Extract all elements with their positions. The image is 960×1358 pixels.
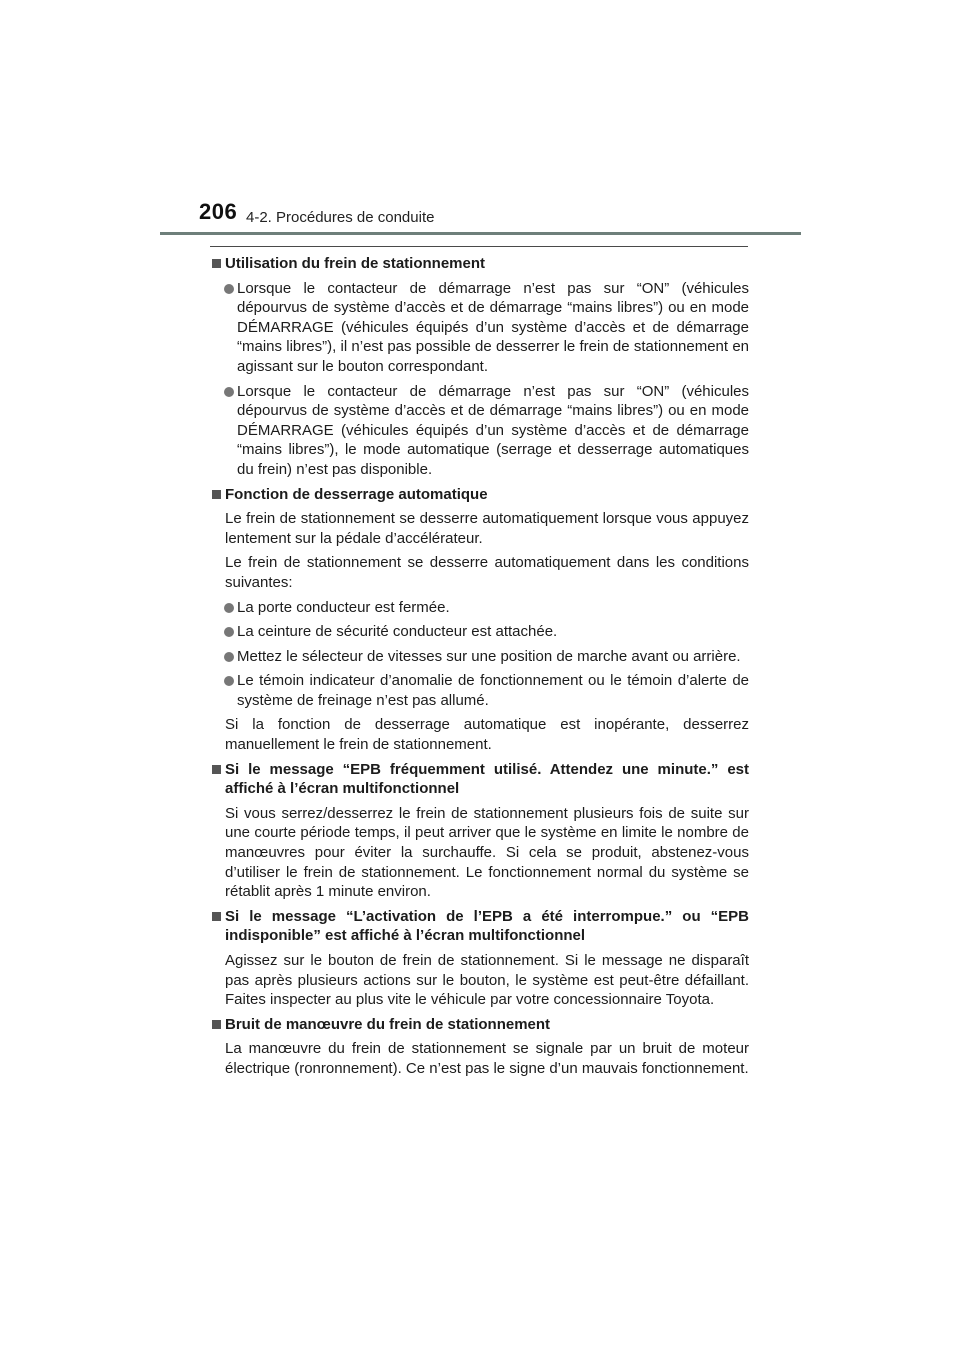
circle-bullet-icon: [224, 387, 234, 397]
circle-bullet-icon: [224, 603, 234, 613]
list-item-text: Lorsque le contacteur de démarrage n’est pas sur “ON” (véhicules dépourvus de système d’accès et de démarrage “mains libres”) ou en mode DÉMARRAGE (véhicules équipés d’un système d’accès et de démarrage “mains libres”), il n’est pas possible de desserrer le frein de stationnement en agissant sur le bouton correspondant.: [237, 279, 749, 375]
circle-bullet-icon: [224, 652, 234, 662]
list-item-text: Lorsque le contacteur de démarrage n’est pas sur “ON” (véhicules dépourvus de système d’accès et de démarrage “mains libres”) ou en mode DÉMARRAGE (véhicules équipés d’un système d’accès et de démarrage “mains libres”), le mode automatique (serrage et desserrage automatiques du frein) n’est pas disponible.: [237, 382, 749, 478]
paragraph: Agissez sur le bouton de frein de stationnement. Si le message ne disparaît pas après plusieurs actions sur le bouton, le système est peut-être défaillant. Faites inspecter au plus vite le véhicule par votre concessionnaire Toyota.: [225, 952, 749, 1009]
list-item: [211, 598, 749, 618]
content-top-rule: [210, 246, 748, 247]
square-bullet-icon: [212, 912, 221, 921]
list-item-text: La porte conducteur est fermée.: [237, 598, 450, 616]
heading-text: Utilisation du frein de stationnement: [225, 255, 486, 272]
circle-bullet-icon: [224, 627, 234, 637]
list-item: [211, 622, 749, 642]
square-bullet-icon: [212, 259, 221, 268]
heading-text: Fonction de desserrage automatique: [225, 485, 488, 503]
heading-text: Bruit de manœuvre du frein de stationnement: [225, 1015, 551, 1033]
square-bullet-icon: [212, 765, 221, 774]
paragraph: Si vous serrez/desserrez le frein de stationnement plusieurs fois de suite sur une courte période temps, il peut arriver que le système en limite le nombre de manœuvres pour éviter la surchauffe. Si cela se produit, abstenez-vous d’utiliser le frein de stationnement. Le fonctionnement normal du système se rétablit après 1 minute environ.: [225, 804, 749, 901]
list-item-text: Le témoin indicateur d’anomalie de fonctionnement ou le témoin d’alerte de système de freinage n’est pas allumé.: [237, 672, 749, 709]
heading-utilisation: [211, 254, 749, 274]
heading-desserrage-auto: [211, 485, 749, 505]
square-bullet-icon: [212, 490, 221, 499]
heading-epb-frequemment: [211, 760, 749, 799]
header-rule: [160, 232, 801, 235]
list-item: [211, 279, 749, 377]
circle-bullet-icon: [224, 676, 234, 686]
heading-text: Si le message “EPB fréquemment utilisé. Attendez une minute.” est affiché à l’écran multifonctionnel: [225, 760, 749, 798]
circle-bullet-icon: [224, 284, 234, 294]
list-item: [211, 671, 749, 710]
paragraph: La manœuvre du frein de stationnement se signale par un bruit de moteur électrique (ronronnement). Ce n’est pas le signe d’un mauvais fonctionnement.: [225, 1040, 749, 1077]
paragraph: Si la fonction de desserrage automatique est inopérante, desserrez manuellement le frein de stationnement.: [225, 716, 749, 754]
paragraph: Le frein de stationnement se desserre automatiquement dans les conditions suivantes:: [225, 554, 749, 591]
page-number: 206: [199, 199, 238, 224]
heading-bruit: [211, 1015, 749, 1035]
list-item: [211, 647, 749, 667]
list-item-text: Mettez le sélecteur de vitesses sur une position de marche avant ou arrière.: [237, 647, 741, 665]
section-header: 4-2. Procédures de conduite: [246, 209, 435, 226]
paragraph: Le frein de stationnement se desserre automatiquement lorsque vous appuyez lentement sur la pédale d’accélérateur.: [225, 510, 749, 547]
heading-text: Si le message “L’activation de l’EPB a été interrompue.” ou “EPB indisponible” est affiché à l’écran multifonctionnel: [225, 907, 749, 945]
square-bullet-icon: [212, 1020, 221, 1029]
list-item-text: La ceinture de sécurité conducteur est attachée.: [237, 623, 558, 641]
page-content: [211, 254, 749, 1084]
list-item: [211, 382, 749, 480]
heading-epb-interrompue: [211, 907, 749, 946]
